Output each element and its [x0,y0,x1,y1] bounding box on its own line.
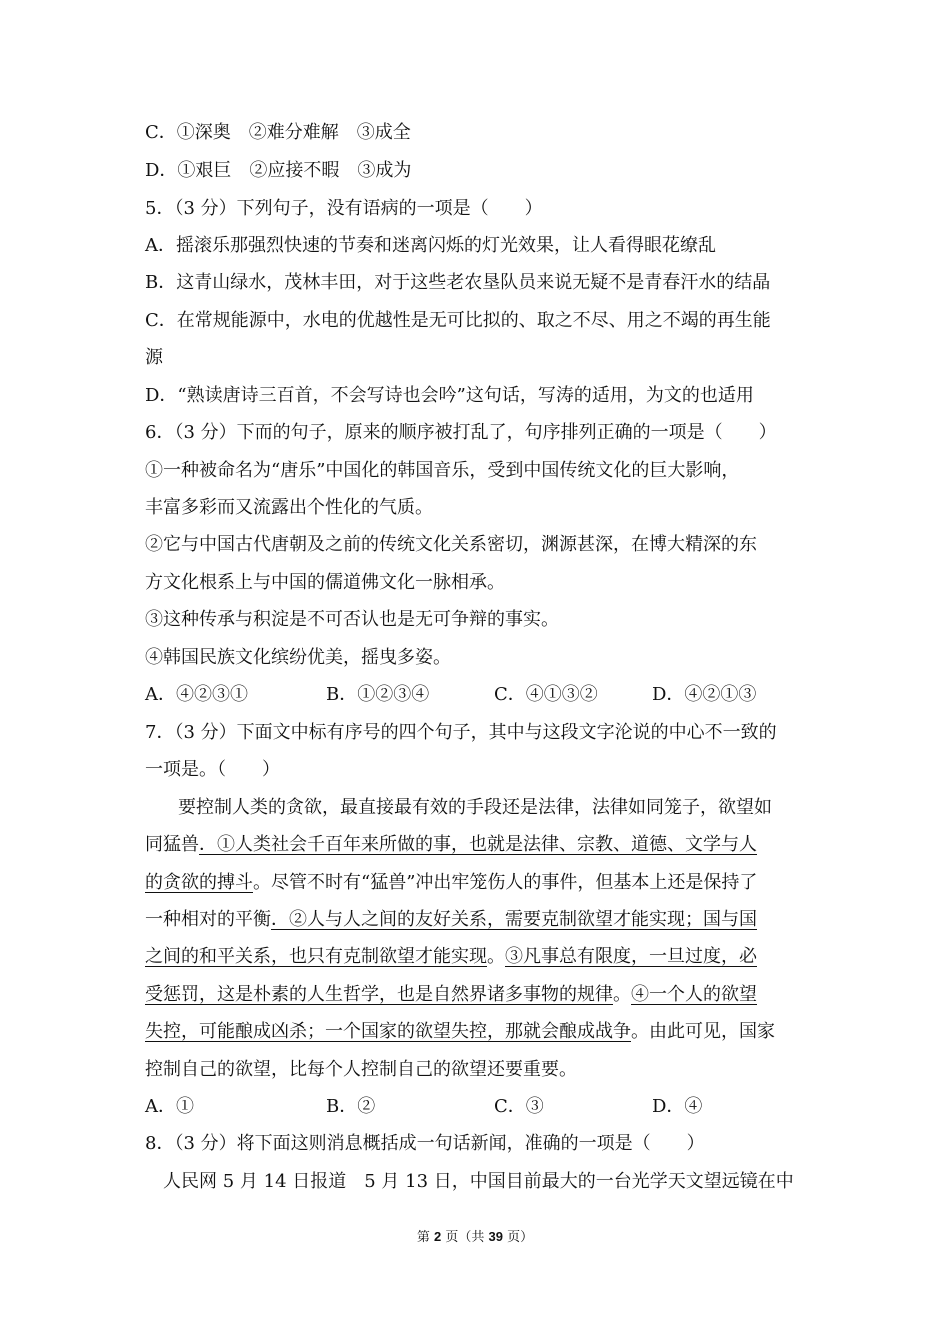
q7-passage-line-7 [145,1020,775,1044]
passage-text: 同猛兽 [145,834,199,855]
passage-text: 。 [487,946,505,967]
q4-option-c: C．①深奥 ②难分难解 ③成全 [145,122,411,143]
q6-option-a: A．④②③① [145,684,248,705]
page-footer [0,1228,950,1247]
underlined-sentence-3: ③凡事总有限度，一旦过度，必 [505,946,757,967]
q6-sentence-4: ④韩国民族文化缤纷优美，摇曳多姿。 [145,647,451,668]
q7-passage-line-4 [145,908,757,932]
q7-passage-line-8: 控制自己的欲望，比每个人控制自己的欲望还要重要。 [145,1059,577,1080]
q8-passage-line-1: 人民网 5 月 14 日报道 5 月 13 日，中国目前最大的一台光学天文望远镜在中 [163,1171,794,1192]
q7-option-b: B．② [326,1096,376,1117]
q6-sentence-1-cont: 丰富多彩而又流露出个性化的气质。 [145,497,433,518]
q6-option-d: D．④②①③ [652,684,757,705]
q7-option-d: D．④ [652,1096,703,1117]
q7-stem-cont: 一项是。（ ） [145,759,280,780]
q6-sentence-3: ③这种传承与积淀是不可否认也是无可争辩的事实。 [145,609,559,630]
q5-stem: 5．（3 分）下列句子，没有语病的一项是（ ） [145,198,543,219]
q4-option-d: D．①艰巨 ②应接不暇 ③成为 [145,160,412,181]
q7-passage-line-3 [145,871,757,895]
footer-text: 第 [416,1230,435,1245]
passage-text: 。由此可见，国家 [631,1021,775,1042]
q8-stem: 8．（3 分）将下面这则消息概括成一句话新闻，准确的一项是（ ） [145,1133,705,1154]
underlined-sentence-2-end: 之间的和平关系，也只有克制欲望才能实现 [145,946,487,967]
q6-sentence-2: ②它与中国古代唐朝及之前的传统文化关系密切，渊源甚深，在博大精深的东 [145,534,757,555]
page-number: 2 [434,1229,442,1244]
underlined-sentence-1: ．①人类社会千百年来所做的事，也就是法律、宗教、道德、文学与人 [199,834,757,855]
q6-sentence-2-cont: 方文化根系上与中国的儒道佛文化一脉相承。 [145,572,505,593]
underlined-sentence-2: ．②人与人之间的友好关系，需要克制欲望才能实现；国与国 [271,909,757,930]
passage-text: 。 [613,984,631,1005]
q6-option-b: B．①②③④ [326,684,430,705]
q7-option-a: A．① [145,1096,194,1117]
q7-option-c: C．③ [494,1096,544,1117]
q5-option-d: D．“熟读唐诗三百首，不会写诗也会吟”这句话，写涛的适用，为文的也适用 [145,385,754,406]
q6-option-c: C．④①③② [494,684,598,705]
q7-passage-line-5 [145,945,757,969]
underlined-sentence-3-end: 受惩罚，这是朴素的人生哲学，也是自然界诸多事物的规律 [145,984,613,1005]
q6-stem: 6．（3 分）下而的句子，原来的顺序被打乱了，句序排列正确的一项是（ ） [145,422,777,443]
passage-text: 一种相对的平衡 [145,909,271,930]
footer-text: 页） [502,1230,534,1245]
total-pages: 39 [488,1229,503,1244]
q5-option-c: C．在常规能源中，水电的优越性是无可比拟的、取之不尽、用之不竭的再生能 [145,310,771,331]
q5-option-c-cont: 源 [145,347,163,368]
q7-passage-line-2 [145,833,757,857]
footer-text: 页（共 [441,1230,489,1245]
q7-passage-line-1: 要控制人类的贪欲，最直接最有效的手段还是法律，法律如同笼子，欲望如 [178,797,772,818]
underlined-sentence-4: ④一个人的欲望 [631,984,757,1005]
q5-option-a: A．摇滚乐那强烈快速的节奏和迷离闪烁的灯光效果，让人看得眼花缭乱 [145,235,716,256]
underlined-sentence-1-end: 的贪欲的搏斗 [145,872,253,893]
q6-sentence-1: ①一种被命名为“唐乐”中国化的韩国音乐，受到中国传统文化的巨大影响， [145,460,740,481]
passage-text: 。尽管不时有“猛兽”冲出牢笼伤人的事件，但基本上还是保持了 [253,872,758,893]
q7-passage-line-6 [145,983,757,1007]
q5-option-b: B．这青山绿水，茂林丰田，对于这些老农垦队员来说无疑不是青春汗水的结晶 [145,272,771,293]
q7-stem: 7．（3 分）下面文中标有序号的四个句子，其中与这段文字沦说的中心不一致的 [145,722,777,743]
underlined-sentence-4-end: 失控，可能酿成凶杀；一个国家的欲望失控，那就会酿成战争 [145,1021,631,1042]
